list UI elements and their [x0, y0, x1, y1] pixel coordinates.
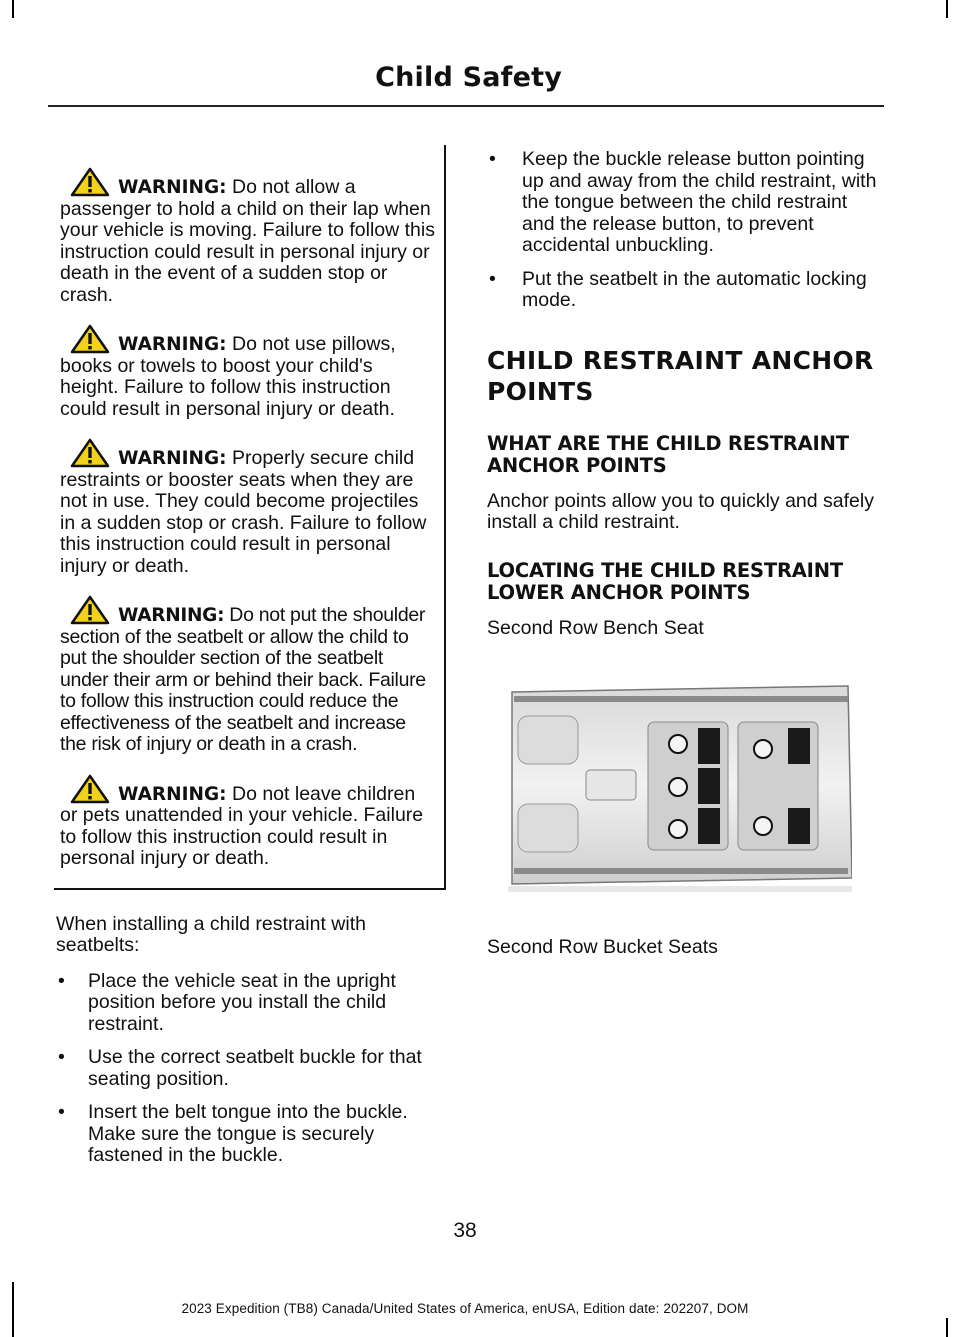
warning-text: Properly secure child restraints or booster seats when they are not in use. They could become projectiles in a sudden stop or crash. Failure to follow this instruction could result in personal injury or death.	[60, 447, 427, 577]
section-heading-line2: POINTS	[487, 376, 594, 406]
page-header-title: Child Safety	[375, 62, 562, 93]
left-bullet-list	[56, 971, 446, 1167]
list-item	[56, 1102, 446, 1167]
right-bullet-list	[487, 149, 882, 312]
section-heading-line1: CHILD RESTRAINT ANCHOR	[487, 345, 874, 375]
crop-mark-top-left	[12, 0, 14, 18]
vehicle-top-view-figure	[508, 672, 852, 892]
list-item	[56, 1047, 446, 1090]
warning-1	[60, 167, 436, 306]
warning-label: WARNING:	[118, 783, 227, 805]
crop-mark-top-right	[946, 0, 948, 18]
bullet-dot: •	[489, 267, 496, 290]
caption-bench-seat: Second Row Bench Seat	[487, 616, 704, 639]
warning-box	[54, 145, 446, 890]
list-item-text: Place the vehicle seat in the upright position before you install the child restraint.	[88, 969, 396, 1035]
header-divider	[48, 105, 884, 107]
warning-2	[60, 324, 436, 420]
list-item	[56, 971, 446, 1036]
warning-text: Do not leave children or pets unattended in your vehicle. Failure to follow this instruction could result in personal injury or death.	[60, 782, 424, 869]
warning-label: WARNING:	[118, 177, 227, 198]
list-item	[487, 149, 882, 257]
warning-label: WARNING:	[118, 334, 227, 355]
warning-3	[60, 438, 436, 577]
caption-bucket-seats: Second Row Bucket Seats	[487, 936, 718, 958]
warning-4	[60, 595, 436, 756]
warning-triangle-icon	[66, 774, 118, 804]
list-item-text: Use the correct seatbelt buckle for that seating position.	[88, 1046, 422, 1090]
list-item-text: Keep the buckle release button pointing up and away from the child restraint, with the tongue between the child restraint and the release button, to prevent accidental unbuckling.	[522, 148, 877, 256]
warning-5	[60, 774, 436, 870]
warning-label: WARNING:	[118, 448, 227, 469]
warning-triangle-icon	[66, 438, 118, 468]
list-item-text: Put the seatbelt in the automatic locking mode.	[522, 267, 867, 311]
warning-text: Do not put the shoulder section of the seatbelt or allow the child to put the shoulder section of the seatbelt under their arm or behind their back. Failure to follow this instruction could reduce the effectiveness of the seatbelt and increase the risk of injury or death in a crash.	[60, 604, 426, 755]
bullet-dot: •	[58, 969, 65, 992]
anchor-points-description: Anchor points allow you to quickly and safely install a child restraint.	[487, 489, 874, 533]
right-column	[487, 149, 882, 639]
page-footer: 2023 Expedition (TB8) Canada/United States of America, enUSA, Edition date: 202207, DOM	[181, 1301, 749, 1316]
section-heading	[487, 346, 882, 407]
bullet-dot: •	[489, 148, 496, 170]
list-item	[487, 269, 882, 312]
list-item-text: Insert the belt tongue into the buckle. Make sure the tongue is securely fastened in the buckle.	[88, 1101, 408, 1166]
bullet-dot: •	[58, 1101, 65, 1123]
warning-text: Do not allow a passenger to hold a child on their lap when your vehicle is moving. Failure to follow this instruction could result in personal injury or death in the event of a sudden stop or crash.	[60, 176, 435, 306]
warning-label: WARNING:	[118, 605, 225, 626]
subheading-what-are: WHAT ARE THE CHILD RESTRAINT ANCHOR POINTS	[487, 431, 849, 477]
intro-paragraph: When installing a child restraint with seatbelts:	[56, 912, 366, 956]
page-number: 38	[453, 1219, 477, 1242]
warning-text: Do not use pillows, books or towels to boost your child's height. Failure to follow this instruction could result in personal injury or death.	[60, 333, 396, 420]
subheading-locating: LOCATING THE CHILD RESTRAINT LOWER ANCHOR POINTS	[487, 558, 843, 604]
warning-triangle-icon	[66, 167, 118, 197]
crop-mark-bottom-right	[946, 1318, 948, 1337]
left-column	[56, 145, 446, 1179]
warning-triangle-icon	[66, 595, 118, 625]
bullet-dot: •	[58, 1046, 65, 1068]
warning-triangle-icon	[66, 324, 118, 354]
